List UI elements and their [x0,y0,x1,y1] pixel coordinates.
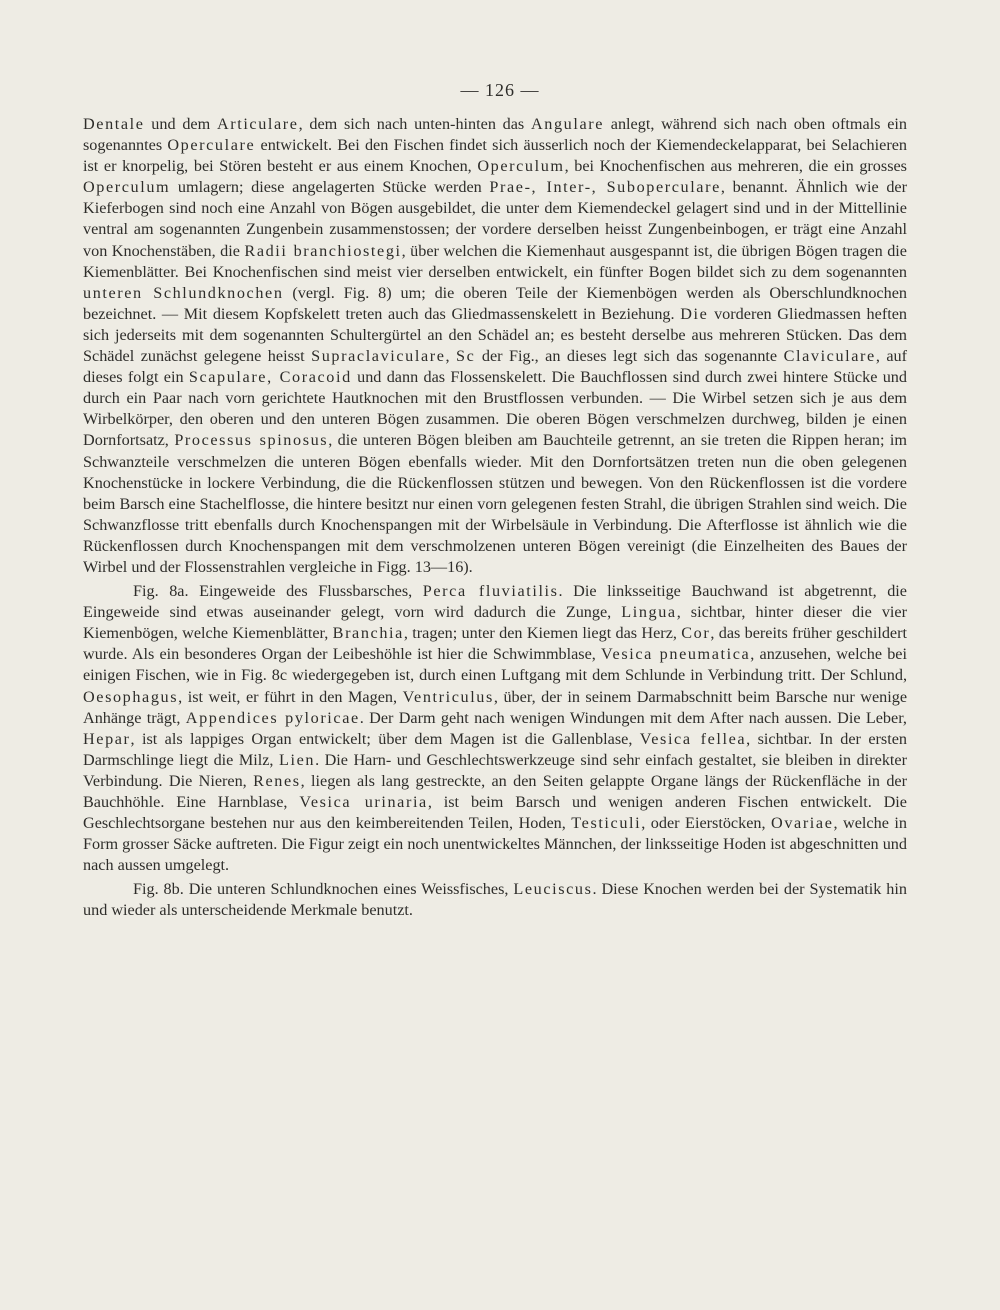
spaced-term: Sc [456,347,476,366]
text-run: , ist beim Barsch und wenigen anderen Fischen entwickelt. Die Geschlechtsorgane bestehen nur aus den keimbereitenden Teilen, Hoden, [83,793,907,833]
spaced-term: Scapulare, Coracoid [188,368,352,387]
text-run: . Die Harn- und Geschlechtswerkzeuge sind sehr einfach gestaltet, sie bleiben in direkter Verbindung. Die Nieren, [83,750,907,790]
text-run: und dann das Flossenskelett. Die Bauchflossen sind durch zwei hintere Stücke und durch ein Paar nach vorn gerichtete Hautknochen mit den Brustflossen verbunden. — Die Wirbel setzen sich je aus dem Wirbelkörper, den oberen und den unteren Bögen zusammen. Die oberen Bögen verschmelzen durchweg, bilden je einen Dornfortsatz, [83,368,907,450]
spaced-term: Vesica fellea [639,729,747,748]
text-run: . Der Darm geht nach wenigen Windungen mit dem After nach aussen. Die Leber, [359,708,907,727]
spaced-term: Supraclaviculare [311,347,446,366]
text-run: , über welchen die Kiemenhaut ausgespannt ist, die übrigen Bögen tragen die Kiemenblätter. Bei Knochenfischen sind meist vier derselben entwickelt, ein fünfter Bogen bildet sich zu dem sogenannten [83,241,907,281]
text-run: . Diese Knochen werden bei der Systematik hin und wieder als unterscheidende Merkmale benutzt. [83,880,907,920]
spaced-term: Renes [253,771,301,790]
spaced-term: Operculum [477,157,565,176]
spaced-term: Vesica pneumatica [601,645,751,664]
spaced-term: Ovariae [771,814,834,833]
text-run: und dem [144,115,217,133]
body-text [83,114,907,922]
text-run: , anzusehen, welche bei einigen Fischen, wie in Fig. 8c wiedergegeben ist, durch einen Luftgang mit dem Schlunde in Verbindung tritt. Der Schlund, [83,645,907,685]
text-run: der Fig., an dieses legt sich das sogenannte [475,347,784,366]
page-number: — 126 — [460,80,540,100]
text-run: , über, der in seinem Darmabschnitt beim Barsche nur wenige Anhänge trägt, [83,687,907,727]
text-run: , liegen als lang gestreckte, an den Seiten gelappte Organe längs der Rückenfläche in der Bauchhöhle. Eine Harnblase, [83,771,907,811]
text-run: , sichtbar. In der ersten Darmschlinge liegt die Milz, [83,729,907,769]
spaced-term: Lingua [621,603,677,622]
text-run: . Die linksseitige Bauchwand ist abgetrennt, die Eingeweide sind etwas auseinander gelegt, vorn wird dadurch die Zunge, [83,582,907,622]
spaced-term: Angulare [530,115,605,133]
spaced-term: Testiculi [571,814,642,833]
spaced-term: Appendices pyloricae [185,708,360,727]
spaced-term: Hepar [83,729,131,748]
spaced-term: Branchia [332,624,404,643]
paragraph-fig-8a-caption [83,581,907,876]
spaced-term: Perca fluviatilis [422,582,559,601]
spaced-term: Articulare [216,115,299,133]
text-run: Fig. 8b. Die unteren Schlundknochen eines Weissfisches, [133,880,514,899]
spaced-term: Lien [278,750,316,769]
spaced-term: Operculum [83,178,171,197]
text-run: entwickelt. Bei den Fischen findet sich äusserlich noch der Kiemendeckelapparat, bei Selachieren ist er knorpelig, bei Stören besteht er aus einem Knochen, [83,136,907,176]
text-run: Fig. 8a. Eingeweide des Flussbarsches, [133,582,423,601]
text-run: , das bereits früher geschildert wurde. Als ein besonderes Organ der Leibeshöhle ist hier die Schwimmblase, [83,624,907,664]
spaced-term: Die [680,304,709,323]
text-run: , bei Knochenfischen aus mehreren, die ein grosses [564,157,907,176]
spaced-term: Oesophagus [83,687,179,706]
text-run: , ist als lappiges Organ entwickelt; über dem Magen ist die Gallenblase, [130,729,640,748]
text-run: , benannt. Ähnlich wie der Kieferbogen sind noch eine Anzahl von Bögen ausgebildet, die unter dem Kiemendeckel gelagert sind und in der Mittellinie ventral am sogenannten Zungenbein zusammenstossen; der vordere derselben heisst Zungenbeinbogen, er trägt eine Anzahl von Knochenstäben, die [83,178,907,260]
spaced-term: Processus spinosus [174,431,329,450]
text-run: , ist weit, er führt in den Magen, [178,687,403,706]
spaced-term: Vesica urinaria [299,793,428,811]
spaced-term: Operculare [167,136,256,155]
spaced-term: Claviculare [783,347,876,366]
spaced-term: Ventriculus [402,687,494,706]
text-run: , auf dieses folgt ein [83,347,907,387]
text-run: umlagern; diese angelagerten Stücke werden [170,178,490,197]
paragraph-fig-8b-caption [83,879,907,921]
text-run: , welche in Form grosser Säcke auftreten. Die Figur zeigt ein noch unentwickeltes Männchen, der linksseitige Hoden ist abgeschnitten und nach aussen umgelegt. [83,814,907,875]
spaced-term: Prae-, Inter-, Suboperculare [489,178,721,197]
text-run: vorderen Gliedmassen heften sich jederseits mit dem sogenannten Schultergürtel an den Schädel an; es besteht derselbe aus mehreren Stücken. Das dem Schädel zunächst gelegene heisst [83,304,908,366]
text-run: , tragen; unter den Kiemen liegt das Herz, [403,624,682,643]
text-run: , oder Eierstöcken, [641,814,772,833]
text-run: , dem sich nach unten-hinten das [298,115,531,133]
spaced-term: Dentale [83,115,145,133]
text-run: (vergl. Fig. 8) um; die oberen Teile der Kiemenbögen werden als Oberschlundknochen bezeichnet. — Mit diesem Kopfskelett treten auch das Gliedmassenskelett in Beziehung. [83,283,907,323]
paragraph-skeleton-description [83,114,907,578]
spaced-term: unteren Schlundknochen [83,283,284,302]
text-run: , sichtbar, hinter dieser die vier Kiemenbögen, welche Kiemenblätter, [83,603,907,643]
text-run: anlegt, während sich nach oben oftmals ein sogenanntes [83,115,907,155]
text-run: , [445,347,457,366]
spaced-term: Leuciscus [513,880,593,899]
spaced-term: Cor [681,624,711,643]
spaced-term: Radii branchiostegi [244,241,402,260]
text-run: , die unteren Bögen bleiben am Bauchteile getrennt, an sie treten die Rippen heran; im Schwanzteile verschmelzen die unteren Bögen ebenfalls wieder. Mit den Dornfortsätzen treten nun die oben gelegenen Knochenstücke in lockere Verbindung, die die Rückenflossen stützen und bewegen. Von den Rückenflossen ist die vordere beim Barsch eine Stachelflosse, die hintere besitzt nur einen vorn gelegenen festen Strahl, die übrigen Strahlen sind weich. Die Schwanzflosse tritt ebenfalls durch Knochenspangen mit der Wirbelsäule in Verbindung. Die Afterflosse ist ähnlich wie die Rückenflossen durch Knochenspangen mit dem verschmolzenen unteren Bögen vereinigt (die Einzelheiten des Baues der Wirbel und der Flossenstrahlen vergleiche in Figg. 13—16). [83,431,908,576]
